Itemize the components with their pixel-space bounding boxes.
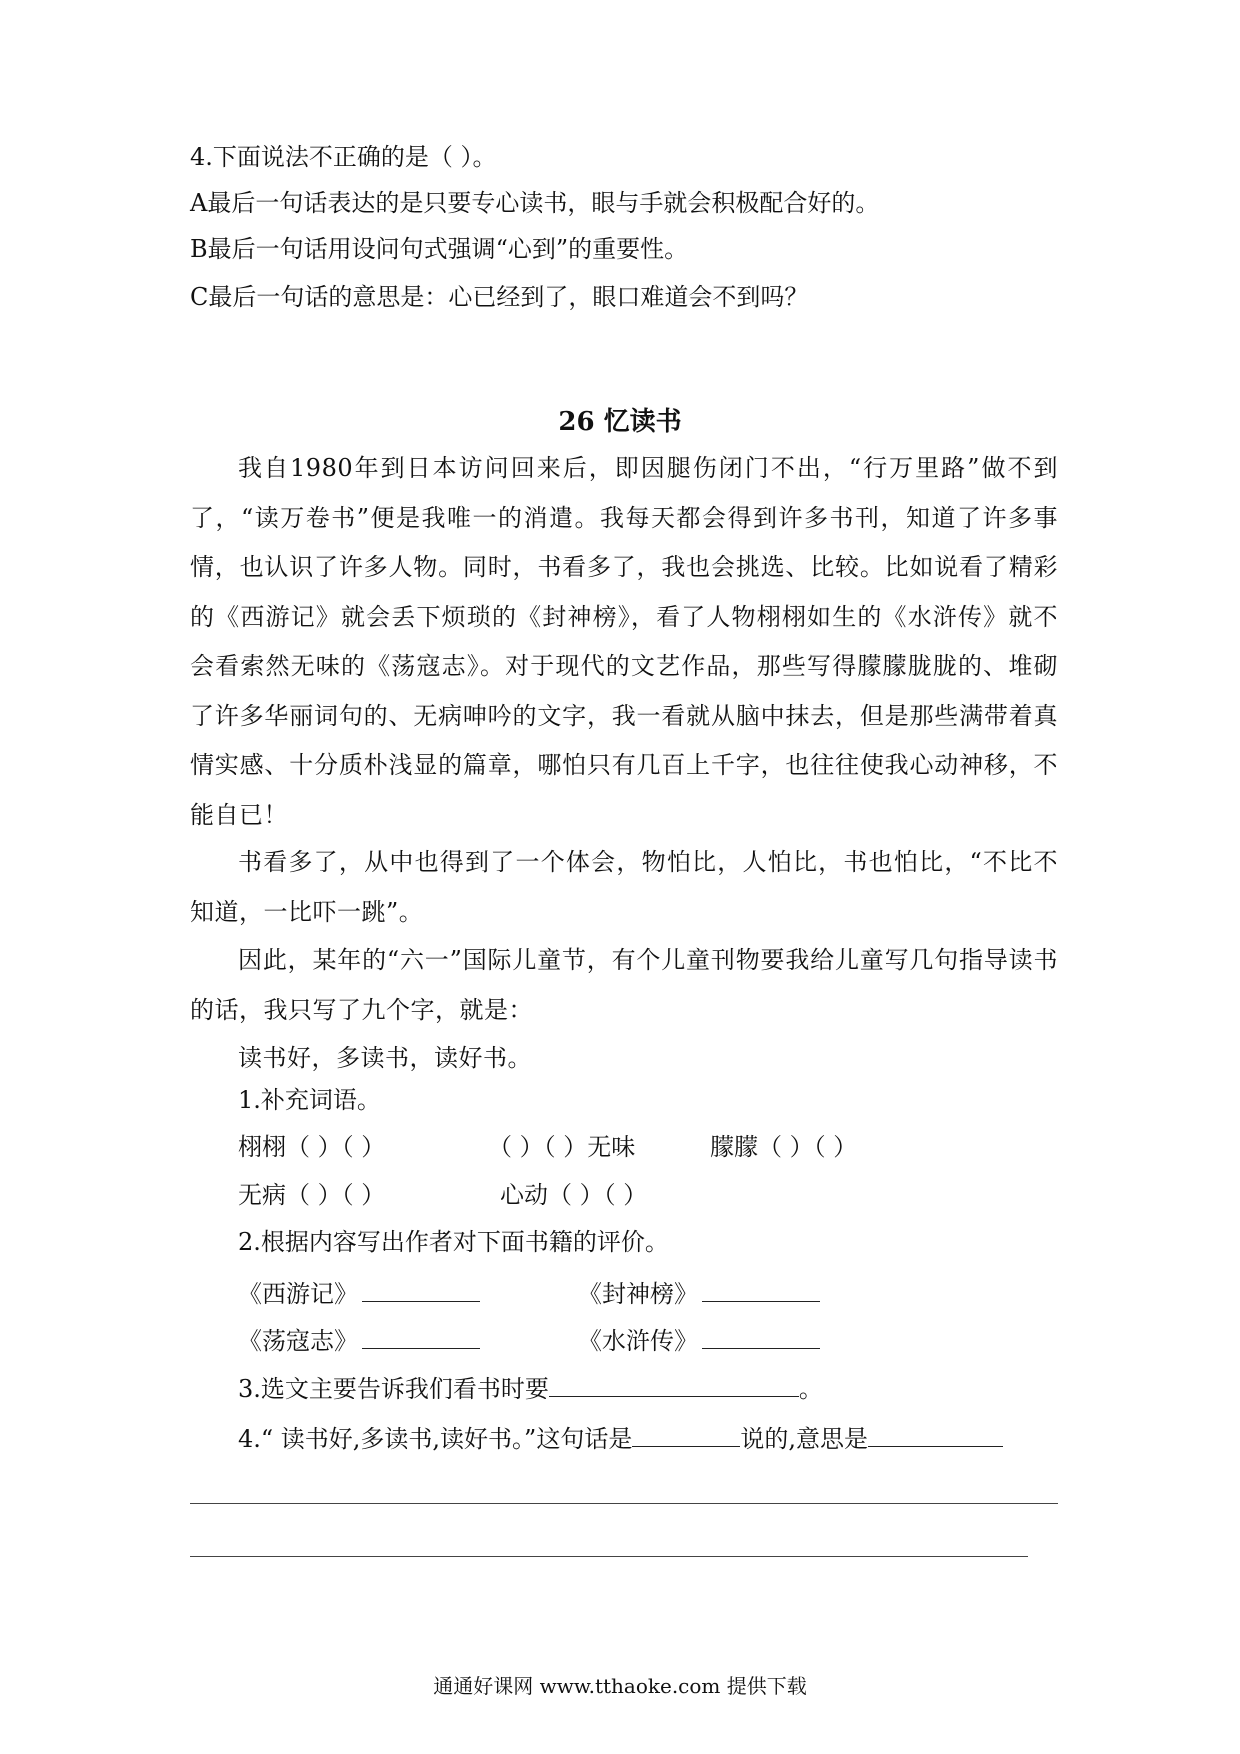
q4-question (238, 1424, 1003, 1454)
answer-blank[interactable] (549, 1374, 799, 1397)
answer-line-1[interactable] (190, 1503, 1058, 1504)
lesson-title: 26 忆读书 (558, 407, 682, 437)
q3-prefix: 3.选文主要告诉我们看书时要 (238, 1375, 549, 1403)
q1-word-5[interactable]: 心动（ ）（ ） (500, 1181, 648, 1209)
passage-paragraph-2: 书看多了，从中也得到了一个体会，物怕比，人怕比，书也怕比，“不比不知道，一比吓一跳”。 (190, 848, 1058, 926)
q4-prefix: 4.“ 读书好,多读书,读好书。”这句话是 (238, 1425, 633, 1453)
prev-option-b: B最后一句话用设问句式强调“心到”的重要性。 (190, 235, 689, 263)
q2-book-shuihuzhuan (578, 1326, 820, 1356)
q2-book-xiyouji (238, 1279, 480, 1309)
book-title: 《封神榜》 (578, 1280, 698, 1308)
q2-book-dangkouzhi (238, 1326, 480, 1356)
prev-question-4: 4.下面说法不正确的是（ ）。 (190, 143, 497, 171)
q2-book-fengshenbang (578, 1279, 820, 1309)
prev-option-c: C最后一句话的意思是：心已经到了，眼口难道会不到吗？ (190, 283, 809, 311)
book-title: 《荡寇志》 (238, 1327, 358, 1355)
passage-paragraph-1: 我自1980年到日本访问回来后，即因腿伤闭门不出，“行万里路”做不到了，“读万卷书”便是我唯一的消遣。我每天都会得到许多书刊，知道了许多事情，也认识了许多人物。同时，书看多了，我也会挑选、比较。比如说看了精彩的《西游记》就会丢下烦琐的《封神榜》，看了人物栩栩如生的《水浒传》就不会看索然无味的《荡寇志》。对于现代的文艺作品，那些写得朦朦胧胧的、堆砌了许多华丽词句的、无病呻吟的文字，我一看就从脑中抹去，但是那些满带着真情实感、十分质朴浅显的篇章，哪怕只有几百上千字，也往往使我心动神移，不能自已！ (190, 454, 1058, 829)
answer-blank[interactable] (362, 1279, 480, 1302)
page-footer: 通通好课网 www.tthaoke.com 提供下载 (433, 1674, 807, 1698)
book-title: 《西游记》 (238, 1280, 358, 1308)
passage-paragraph-4: 读书好，多读书，读好书。 (238, 1044, 532, 1072)
passage-paragraph-3: 因此，某年的“六一”国际儿童节，有个儿童刊物要我给儿童写几句指导读书的话，我只写了九个字，就是： (190, 946, 1058, 1024)
q3-suffix: 。 (798, 1375, 823, 1403)
answer-blank[interactable] (868, 1424, 1003, 1447)
q1-word-4[interactable]: 无病（ ）（ ） (238, 1181, 386, 1209)
q1-word-1[interactable]: 栩栩（ ）（ ） (238, 1133, 386, 1161)
q2-label: 2.根据内容写出作者对下面书籍的评价。 (238, 1228, 669, 1256)
q1-word-2[interactable]: （ ）（ ）无味 (488, 1133, 636, 1161)
prev-option-a: A最后一句话表达的是只要专心读书，眼与手就会积极配合好的。 (190, 189, 880, 217)
q3-question (238, 1374, 823, 1404)
q4-middle: 说的,意思是 (740, 1425, 868, 1453)
q1-label: 1.补充词语。 (238, 1086, 381, 1114)
answer-line-2[interactable] (190, 1556, 1028, 1557)
q1-word-3[interactable]: 朦朦（ ）（ ） (710, 1133, 858, 1161)
answer-blank[interactable] (702, 1326, 820, 1349)
answer-blank[interactable] (632, 1424, 740, 1447)
book-title: 《水浒传》 (578, 1327, 698, 1355)
answer-blank[interactable] (702, 1279, 820, 1302)
answer-blank[interactable] (362, 1326, 480, 1349)
